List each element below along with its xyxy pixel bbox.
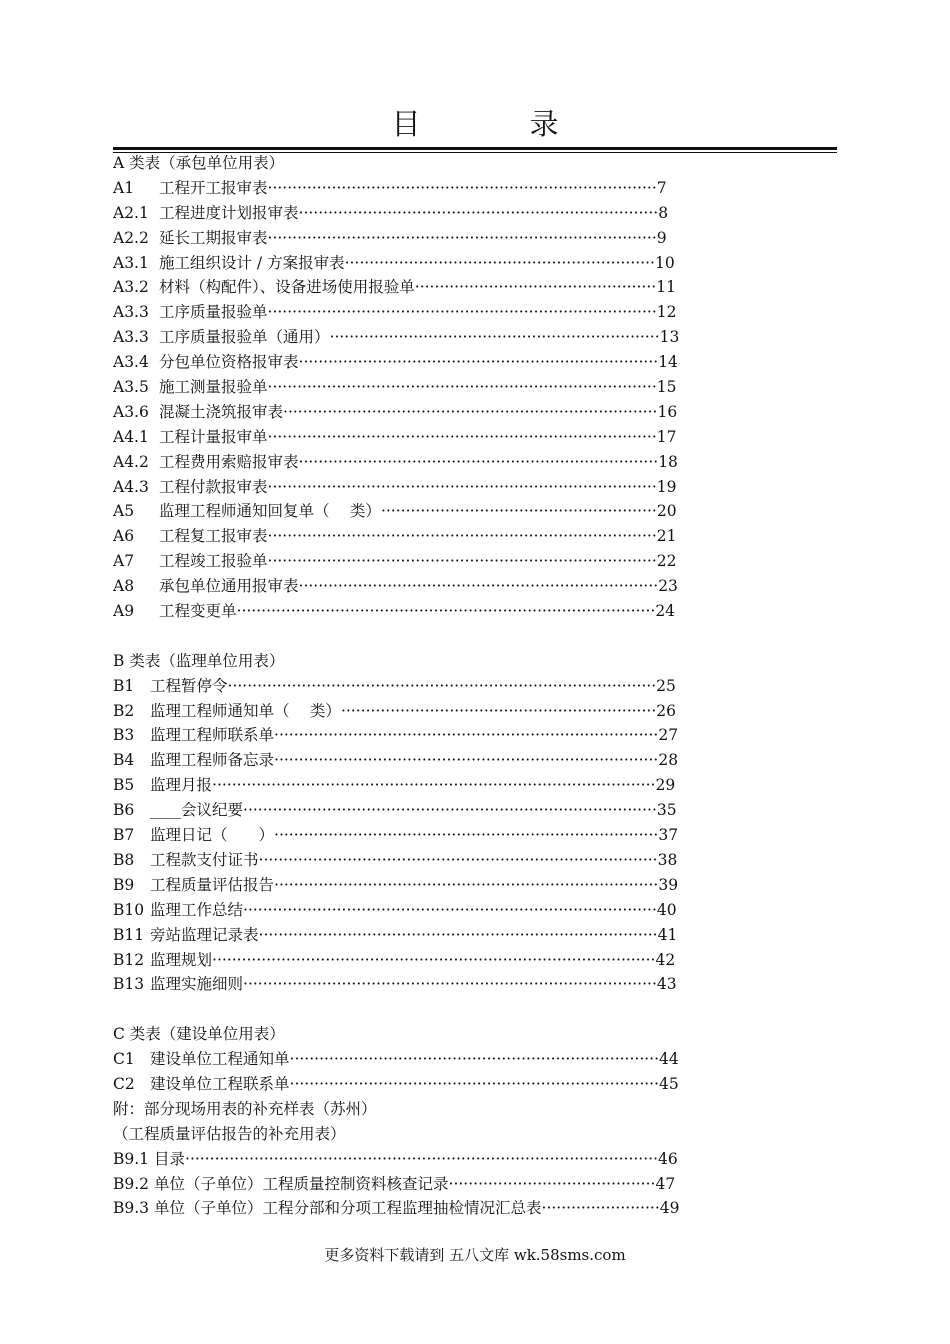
toc-entry-code: C1: [113, 1050, 135, 1069]
toc-leader-dots: ·········································································: [298, 353, 659, 372]
toc-entry-title: 旁站监理记录表: [150, 925, 259, 944]
section-b-list: [113, 674, 833, 998]
toc-entry-title: 监理工程师联系单: [150, 726, 275, 745]
toc-entry-title: 监理月报: [150, 776, 213, 795]
toc-entry-code: B9.3: [113, 1199, 150, 1218]
toc-entry-page: 7: [656, 178, 667, 197]
toc-leader-dots: ············································································: [283, 402, 658, 421]
toc-entry-code: A5: [113, 502, 135, 521]
toc-entry-code: A7: [113, 552, 135, 571]
section-c-header: C 类表（建设单位用表）: [113, 1025, 285, 1044]
toc-entry-code: B9: [113, 875, 135, 894]
toc-entry-page: 46: [658, 1149, 678, 1168]
toc-entry-code: A4.3: [113, 477, 149, 496]
toc-entry-title: 工序质量报验单（通用）: [159, 328, 330, 347]
toc-entry-title: 工程款支付证书: [150, 850, 259, 869]
toc-entry-title: 目录: [154, 1149, 186, 1168]
appendix-subtitle: （工程质量评估报告的补充用表）: [113, 1124, 346, 1143]
toc-leader-dots: ··········································: [448, 1174, 656, 1193]
toc-entry-title: 工程变更单: [159, 602, 237, 621]
toc-entry-title: 延长工期报审表: [159, 228, 268, 247]
footer-text: 更多资料下载请到 五八文库 wk.58sms.com: [324, 1246, 626, 1264]
toc-leader-dots: ·····················································································: [236, 602, 656, 621]
toc-entry-page: 43: [656, 975, 677, 994]
toc-entry-code: B4: [113, 751, 135, 770]
appendix-title: 附：部分现场用表的补充样表（苏州）: [113, 1099, 377, 1118]
toc-entry-title: 材料（构配件）、设备进场使用报验单: [159, 278, 415, 297]
toc-entry: [113, 823, 833, 848]
toc-entry-page: 24: [655, 602, 676, 621]
toc-entry-page: 17: [656, 427, 677, 446]
section-c-list: [113, 1047, 833, 1097]
toc-entry: [113, 425, 833, 450]
toc-entry-page: 25: [656, 676, 676, 695]
toc-entry-code: A9: [113, 602, 135, 621]
section-gap: [113, 624, 833, 649]
toc-entry-page: 15: [656, 378, 677, 397]
toc-entry-title: 建设单位工程联系单: [150, 1074, 290, 1093]
toc-entry-page: 22: [656, 552, 677, 571]
toc-leader-dots: ···············································································: [267, 552, 657, 571]
toc-leader-dots: ·················································································: [258, 850, 658, 869]
toc-entry: [113, 1196, 833, 1221]
toc-entry: [113, 350, 833, 375]
toc-entry: [113, 524, 833, 549]
toc-leader-dots: ··············································································: [274, 751, 659, 770]
toc-entry-page: 8: [658, 203, 669, 222]
toc-leader-dots: ··············································································: [274, 875, 659, 894]
toc-entry: [113, 226, 833, 251]
toc-leader-dots: ···································································: [329, 328, 660, 347]
toc-leader-dots: ·················································: [414, 278, 657, 297]
toc-entry: [113, 475, 833, 500]
section-gap: [113, 997, 833, 1022]
toc-entry: [113, 972, 833, 997]
toc-entry-code: B8: [113, 850, 135, 869]
toc-leader-dots: ···············································································: [267, 303, 657, 322]
toc-entry-code: B6: [113, 801, 135, 820]
toc-entry-code: B5: [113, 776, 135, 795]
toc-entry: [113, 723, 833, 748]
toc-entry-page: 19: [656, 477, 677, 496]
toc-entry: [113, 549, 833, 574]
toc-entry-title: 工程付款报审表: [159, 477, 268, 496]
toc-entry-code: A3.2: [113, 278, 149, 297]
toc-entry-code: A6: [113, 527, 135, 546]
toc-entry-page: 29: [655, 776, 676, 795]
toc-leader-dots: ···············································································: [267, 228, 657, 247]
toc-leader-dots: ···············································································: [267, 378, 657, 397]
toc-entry-code: B13: [113, 975, 145, 994]
toc-entry-code: A4.2: [113, 452, 149, 471]
toc-entry-title: 分包单位资格报审表: [159, 353, 299, 372]
toc-entry: [113, 773, 833, 798]
toc-entry-title: 混凝土浇筑报审表: [159, 402, 284, 421]
toc-entry: [113, 1072, 833, 1097]
toc-entry-page: 39: [658, 875, 679, 894]
toc-entry-title: 监理工程师通知回复单（ 类）: [159, 502, 381, 521]
toc-entry-title: 监理工作总结: [150, 900, 244, 919]
toc-entry-title: 施工测量报验单: [159, 378, 268, 397]
section-a-header: A 类表（承包单位用表）: [113, 154, 285, 172]
toc-entry: [113, 873, 833, 898]
toc-entry-code: B7: [113, 826, 135, 845]
toc-entry-title: 监理日记（ ）: [150, 826, 275, 845]
toc-entry: [113, 674, 833, 699]
toc-entry-code: A3.5: [113, 378, 149, 397]
toc-entry: [113, 375, 833, 400]
toc-entry-title: 单位（子单位）工程分部和分项工程监理抽检情况汇总表: [154, 1199, 542, 1218]
appendix-list: [113, 1147, 833, 1222]
toc-leader-dots: ·········································································: [298, 577, 659, 596]
toc-entry: [113, 275, 833, 300]
toc-entry-code: B3: [113, 726, 135, 745]
toc-leader-dots: ·········································································: [298, 452, 659, 471]
toc-leader-dots: ···········································································: [289, 1074, 660, 1093]
toc-entry-title: ____会议纪要: [150, 801, 244, 820]
toc-entry: [113, 300, 833, 325]
toc-entry-title: 监理实施细则: [150, 975, 244, 994]
toc-leader-dots: ····················································································: [243, 900, 657, 919]
toc-leader-dots: ·······················································································: [227, 676, 657, 695]
toc-leader-dots: ····················································································: [243, 975, 657, 994]
toc-entry-page: 44: [659, 1050, 679, 1069]
toc-leader-dots: ···········································································: [289, 1050, 660, 1069]
toc-entry-page: 23: [658, 577, 678, 596]
toc-entry: [113, 898, 833, 923]
toc-entry-page: 49: [659, 1199, 680, 1218]
toc-entry: [113, 251, 833, 276]
toc-entry: [113, 1172, 833, 1197]
toc-entry-page: 41: [657, 925, 678, 944]
toc-entry-title: 施工组织设计 / 方案报审表: [159, 253, 345, 272]
toc-entry-page: 16: [657, 402, 678, 421]
toc-entry-title: 单位（子单位）工程质量控制资料核查记录: [154, 1174, 449, 1193]
toc-entry-page: 42: [655, 950, 676, 969]
toc-entry-code: B11: [113, 925, 145, 944]
toc-entry: [113, 325, 833, 350]
toc-entry: [113, 499, 833, 524]
table-of-contents: [113, 151, 833, 1221]
toc-entry: [113, 599, 833, 624]
toc-entry-code: B9.2: [113, 1174, 150, 1193]
toc-entry-code: B10: [113, 900, 145, 919]
toc-entry-page: 20: [656, 502, 677, 521]
toc-entry-page: 47: [655, 1174, 676, 1193]
toc-entry-title: 工程复工报审表: [159, 527, 268, 546]
toc-entry: [113, 699, 833, 724]
toc-entry-code: B2: [113, 701, 135, 720]
toc-leader-dots: ························: [541, 1199, 660, 1218]
toc-entry: [113, 400, 833, 425]
toc-leader-dots: ································································································: [185, 1149, 659, 1168]
toc-entry-title: 工程费用索赔报审表: [159, 452, 299, 471]
toc-entry-page: 37: [658, 826, 679, 845]
toc-entry-title: 工程质量评估报告: [150, 875, 275, 894]
toc-entry-page: 27: [658, 726, 679, 745]
toc-entry-page: 10: [654, 253, 675, 272]
toc-entry-code: A3.4: [113, 353, 149, 372]
toc-entry-code: B9.1: [113, 1149, 150, 1168]
toc-entry-page: 14: [658, 353, 678, 372]
toc-entry-page: 21: [656, 527, 677, 546]
toc-entry-code: C2: [113, 1074, 135, 1093]
toc-entry-title: 工程暂停令: [150, 676, 228, 695]
toc-entry: [113, 848, 833, 873]
toc-entry-page: 28: [658, 751, 679, 770]
toc-entry-title: 工程计量报审单: [159, 427, 268, 446]
toc-leader-dots: ···············································································: [267, 527, 657, 546]
toc-entry-page: 18: [658, 452, 678, 471]
toc-entry-title: 工序质量报验单: [159, 303, 268, 322]
toc-entry-code: A3.6: [113, 402, 149, 421]
toc-leader-dots: ··························································································: [212, 950, 656, 969]
toc-entry: [113, 948, 833, 973]
toc-entry-title: 监理工程师通知单（ 类）: [150, 701, 341, 720]
toc-leader-dots: ·······························································: [344, 253, 655, 272]
toc-leader-dots: ··············································································: [274, 826, 659, 845]
toc-entry-title: 承包单位通用报审表: [159, 577, 299, 596]
toc-entry-page: 13: [659, 328, 680, 347]
toc-entry-page: 11: [656, 278, 676, 297]
toc-leader-dots: ···············································································: [267, 477, 657, 496]
toc-entry-code: A3.3: [113, 303, 149, 322]
toc-entry: [113, 923, 833, 948]
toc-entry-code: A4.1: [113, 427, 149, 446]
toc-entry: [113, 450, 833, 475]
page-title: 目 录: [391, 107, 599, 141]
toc-leader-dots: ·················································································: [258, 925, 658, 944]
toc-entry-page: 9: [656, 228, 667, 247]
toc-entry: [113, 748, 833, 773]
toc-entry: [113, 201, 833, 226]
section-b-header: B 类表（监理单位用表）: [113, 651, 285, 670]
toc-entry-code: A1: [113, 178, 135, 197]
toc-leader-dots: ··············································································: [274, 726, 659, 745]
toc-entry-code: A3.1: [113, 253, 149, 272]
toc-entry-code: B1: [113, 676, 135, 695]
title-rule-thick: [113, 147, 837, 150]
toc-entry-code: B12: [113, 950, 145, 969]
toc-entry-code: A2.2: [113, 228, 149, 247]
toc-leader-dots: ································································: [340, 701, 657, 720]
toc-entry: [113, 1047, 833, 1072]
toc-leader-dots: ···············································································: [267, 178, 657, 197]
toc-entry-page: 26: [656, 701, 676, 720]
toc-leader-dots: ························································: [380, 502, 657, 521]
toc-leader-dots: ··························································································: [212, 776, 656, 795]
section-a-list: [113, 176, 833, 624]
toc-entry: [113, 574, 833, 599]
toc-entry: [113, 1147, 833, 1172]
toc-entry-title: 建设单位工程通知单: [150, 1050, 290, 1069]
toc-entry-title: 工程开工报审表: [159, 178, 268, 197]
toc-entry-code: A3.3: [113, 328, 149, 347]
toc-entry-page: 45: [659, 1074, 679, 1093]
toc-leader-dots: ···············································································: [267, 427, 657, 446]
toc-entry-code: A8: [113, 577, 135, 596]
toc-entry: [113, 176, 833, 201]
toc-entry-page: 38: [657, 850, 678, 869]
toc-entry: [113, 798, 833, 823]
toc-entry-title: 工程进度计划报审表: [159, 203, 299, 222]
toc-leader-dots: ·········································································: [298, 203, 659, 222]
toc-entry-title: 监理规划: [150, 950, 213, 969]
toc-entry-page: 12: [656, 303, 677, 322]
toc-entry-page: 40: [656, 900, 677, 919]
toc-entry-title: 监理工程师备忘录: [150, 751, 275, 770]
toc-leader-dots: ····················································································: [243, 801, 657, 820]
toc-entry-page: 35: [656, 801, 677, 820]
toc-entry-title: 工程竣工报验单: [159, 552, 268, 571]
toc-entry-code: A2.1: [113, 203, 149, 222]
